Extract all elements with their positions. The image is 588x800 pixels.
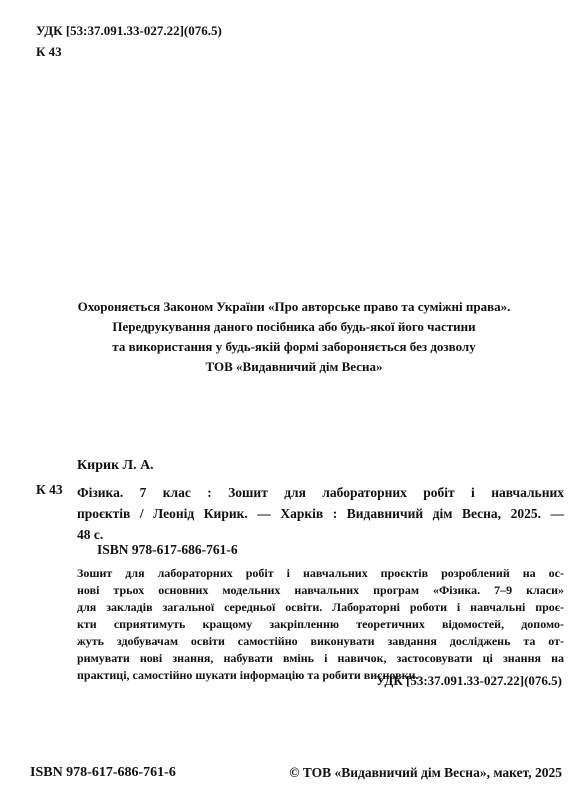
bibliographic-description (77, 482, 564, 545)
abstract-line: римувати нові знання, набувати вмінь і навичок, застосовувати ці знання на (77, 651, 564, 665)
abstract-line: нові трьох основних модельних навчальних програм «Фізика. 7–9 класи» (77, 583, 564, 597)
abstract (77, 565, 564, 684)
abstract-line: практиці, самостійно шукати інформацію та робити висновки. (77, 668, 419, 682)
abstract-line: кти сприятимуть кращому закріпленню теоретичних відомостей, допомо- (77, 617, 564, 631)
notice-line: Передрукування даного посібника або будь-якої його частини (112, 319, 476, 334)
catalog-isbn: ISBN 978-617-686-761-6 (97, 542, 238, 557)
catalog-index: К 43 (36, 482, 63, 497)
abstract-line: Зошит для лабораторних робіт і навчальних проєктів розроблений на ос- (77, 566, 564, 580)
notice-line: ТОВ «Видавничий дім Весна» (205, 359, 383, 374)
catalog-udk: УДК [53:37.091.33-027.22](076.5) (376, 673, 562, 688)
footer-isbn: ISBN 978-617-686-761-6 (30, 765, 176, 780)
bib-line: Фізика. 7 клас : Зошит для лабораторних робіт і навчальних (77, 485, 564, 500)
copyright-notice (0, 297, 588, 377)
udk-code: УДК [53:37.091.33-027.22](076.5) (36, 23, 222, 38)
abstract-line: для закладів загальної середньої освіти. Лабораторні роботи і навчальні проє- (77, 600, 564, 614)
author-index: К 43 (36, 44, 62, 59)
catalog-author: Кирик Л. А. (77, 458, 154, 473)
notice-line: та використання у будь-якій формі забороняється без дозволу (112, 339, 476, 354)
footer-copyright: © ТОВ «Видавничий дім Весна», макет, 2025 (289, 765, 562, 780)
notice-line: Охороняється Законом України «Про авторське право та суміжні права». (77, 299, 511, 314)
udk-header (36, 20, 222, 62)
bib-line: 48 с. (77, 527, 104, 542)
abstract-line: жуть здобувачам освіти самостійно виконувати завдання досліджень та от- (77, 634, 564, 648)
bib-line: проєктів / Леонід Кирик. — Харків : Видавничий дім Весна, 2025. — (77, 506, 564, 521)
